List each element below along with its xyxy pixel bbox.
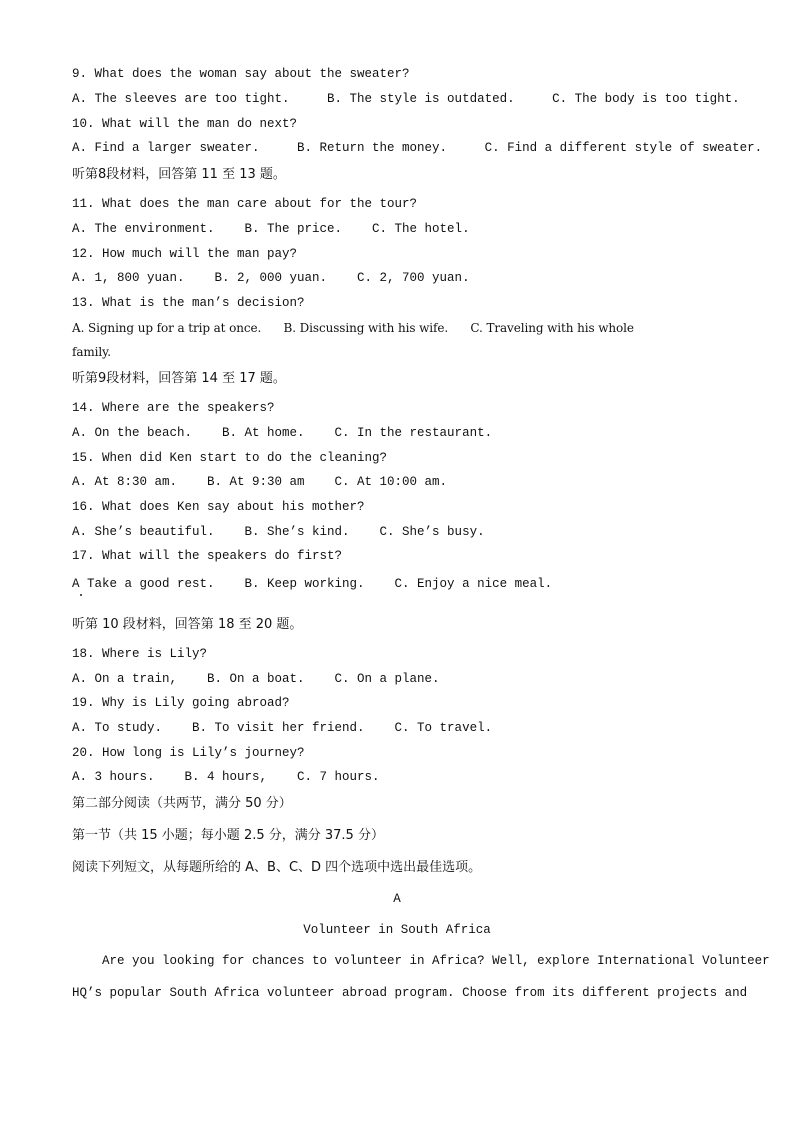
options-10: A. Find a larger sweater. B. Return the money. C. Find a different style of sweater. [72, 141, 763, 155]
passage-title: Volunteer in South Africa [303, 923, 491, 937]
question-18: 18. Where is Lily? [72, 647, 208, 661]
reading-instructions: 阅读下列短文，从每题所给的 A、B、C、D 四个选项中选出最佳选项。 [72, 860, 482, 875]
options-19: A. To study. B. To visit her friend. C. To travel. [72, 721, 493, 735]
question-16: 16. What does Ken say about his mother? [72, 500, 365, 514]
options-14: A. On the beach. B. At home. C. In the restaurant. [72, 426, 493, 440]
question-13: 13. What is the man’s decision? [72, 296, 305, 310]
part-two-heading: 第二部分阅读（共两节，满分 50 分） [72, 796, 292, 811]
question-19: 19. Why is Lily going abroad? [72, 696, 290, 710]
section-heading-10: 听第 10 段材料，回答第 18 至 20 题。 [72, 617, 303, 632]
options-13-continued: family. [72, 345, 111, 359]
options-20: A. 3 hours. B. 4 hours, C. 7 hours. [72, 770, 380, 784]
question-15: 15. When did Ken start to do the cleaning? [72, 451, 388, 465]
question-11: 11. What does the man care about for the tour? [72, 197, 418, 211]
section-one-heading: 第一节（共 15 小题；每小题 2.5 分，满分 37.5 分） [72, 828, 384, 843]
section-heading-9: 听第9段材料，回答第 14 至 17 题。 [72, 371, 286, 386]
options-12: A. 1, 800 yuan. B. 2, 000 yuan. C. 2, 700 yuan. [72, 271, 470, 285]
options-11: A. The environment. B. The price. C. The hotel. [72, 222, 470, 236]
options-16: A. She’s beautiful. B. She’s kind. C. She’s busy. [72, 525, 485, 539]
passage-line-2: HQ’s popular South Africa volunteer abroad program. Choose from its different projects and [72, 986, 748, 1000]
question-14: 14. Where are the speakers? [72, 401, 275, 415]
passage-letter: A [393, 892, 401, 906]
question-10: 10. What will the man do next? [72, 117, 298, 131]
options-15: A. At 8:30 am. B. At 9:30 am C. At 10:00 am. [72, 475, 448, 489]
options-18: A. On a train, B. On a boat. C. On a plane. [72, 672, 440, 686]
question-9: 9. What does the woman say about the sweater? [72, 67, 410, 81]
stray-mark [80, 594, 82, 596]
options-9: A. The sleeves are too tight. B. The style is outdated. C. The body is too tight. [72, 92, 740, 106]
question-12: 12. How much will the man pay? [72, 247, 298, 261]
passage-line-1: Are you looking for chances to volunteer in Africa? Well, explore International Volunteer [72, 954, 770, 968]
options-13: A. Signing up for a trip at once. B. Discussing with his wife. C. Traveling with his whole [72, 321, 634, 335]
question-20: 20. How long is Lily’s journey? [72, 746, 305, 760]
question-17: 17. What will the speakers do first? [72, 549, 343, 563]
options-17: A Take a good rest. B. Keep working. C. Enjoy a nice meal. [72, 577, 553, 591]
section-heading-8: 听第8段材料，回答第 11 至 13 题。 [72, 167, 286, 182]
